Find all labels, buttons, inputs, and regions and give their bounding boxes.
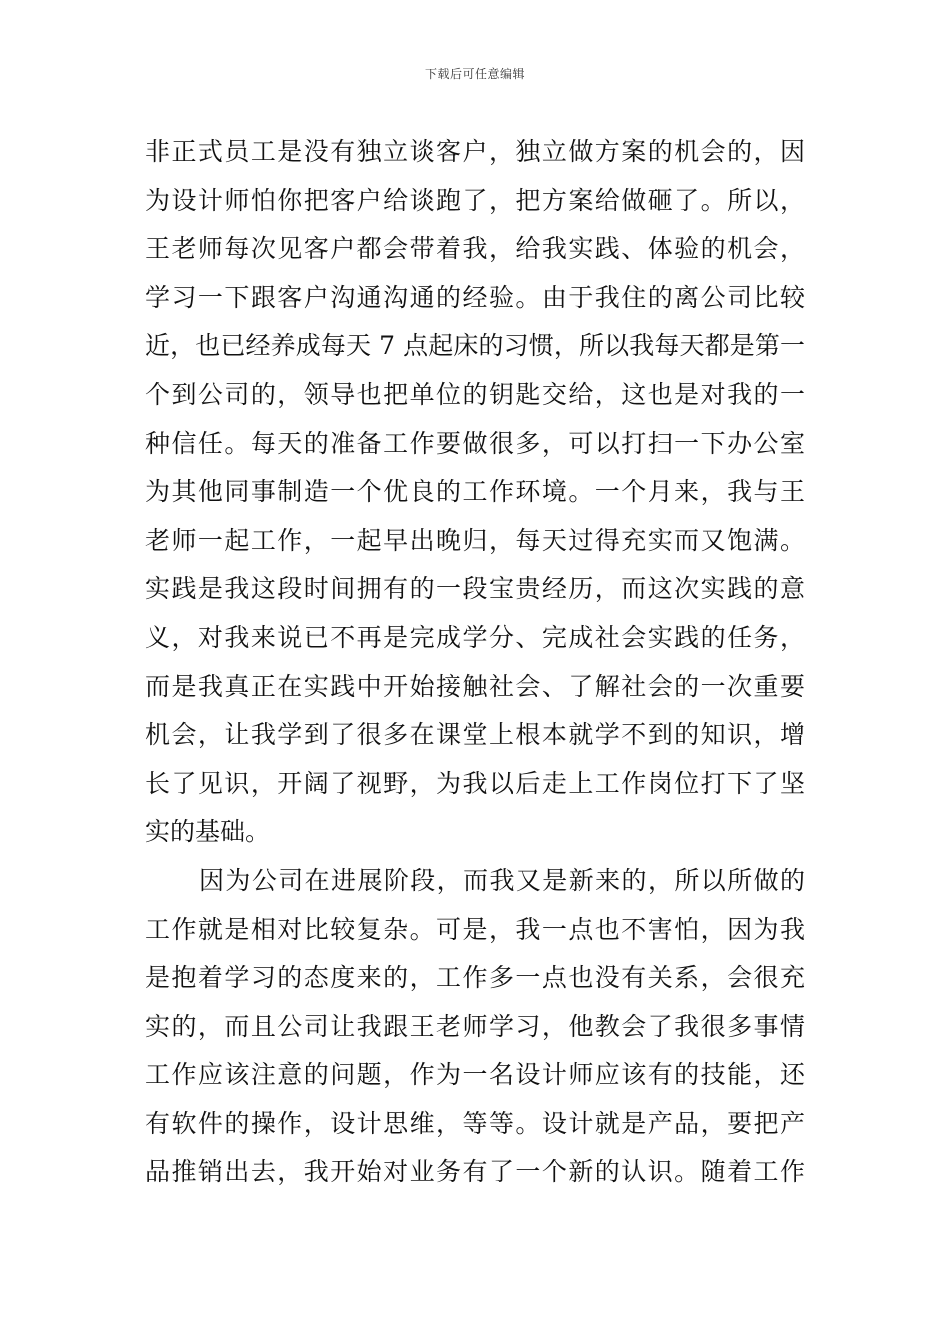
text-line: 因为公司在进展阶段，而我又是新来的，所以所做的 (199, 865, 805, 895)
text-line: 品推销出去，我开始对业务有了一个新的认识。随着工作 (145, 1157, 805, 1187)
text-line: 老师一起工作，一起早出晚归，每天过得充实而又饱满。 (145, 525, 805, 555)
page-header: 下载后可任意编辑 (424, 67, 525, 81)
text-line: 实践是我这段时间拥有的一段宝贵经历，而这次实践的意 (145, 574, 805, 604)
text-line: 为设计师怕你把客户给谈跑了，把方案给做砸了。所以， (145, 185, 805, 215)
text-line: 非正式员工是没有独立谈客户，独立做方案的机会的，因 (145, 137, 805, 166)
text-line: 机会，让我学到了很多在课堂上根本就学不到的知识，增 (145, 720, 805, 750)
text-line: 工作应该注意的问题，作为一名设计师应该有的技能，还 (145, 1060, 805, 1090)
text-line: 长了见识，开阔了视野，为我以后走上工作岗位打下了坚 (145, 768, 805, 798)
text-line: 实的基础。 (145, 817, 271, 847)
text-line: 工作就是相对比较复杂。可是，我一点也不害怕，因为我 (145, 914, 805, 944)
text-line: 种信任。每天的准备工作要做很多，可以打扫一下办公室 (145, 428, 805, 458)
text-line: 实的，而且公司让我跟王老师学习，他教会了我很多事情 (145, 1011, 805, 1041)
document-body (145, 128, 805, 1197)
text-line: 学习一下跟客户沟通沟通的经验。由于我住的离公司比较 (145, 282, 805, 312)
text-line: 是抱着学习的态度来的，工作多一点也没有关系，会很充 (145, 963, 805, 993)
text-line: 王老师每次见客户都会带着我，给我实践、体验的机会， (145, 234, 805, 264)
text-line: 义，对我来说已不再是完成学分、完成社会实践的任务， (145, 622, 805, 652)
text-line: 而是我真正在实践中开始接触社会、了解社会的一次重要 (145, 671, 805, 701)
paragraph (145, 128, 805, 857)
text-line: 有软件的操作，设计思维，等等。设计就是产品，要把产 (145, 1108, 805, 1138)
paragraph (145, 857, 805, 1197)
text-line: 为其他同事制造一个优良的工作环境。一个月来，我与王 (145, 477, 805, 507)
text-line: 近，也已经养成每天 7 点起床的习惯，所以我每天都是第一 (145, 331, 805, 361)
text-line: 个到公司的，领导也把单位的钥匙交给，这也是对我的一 (145, 379, 805, 409)
